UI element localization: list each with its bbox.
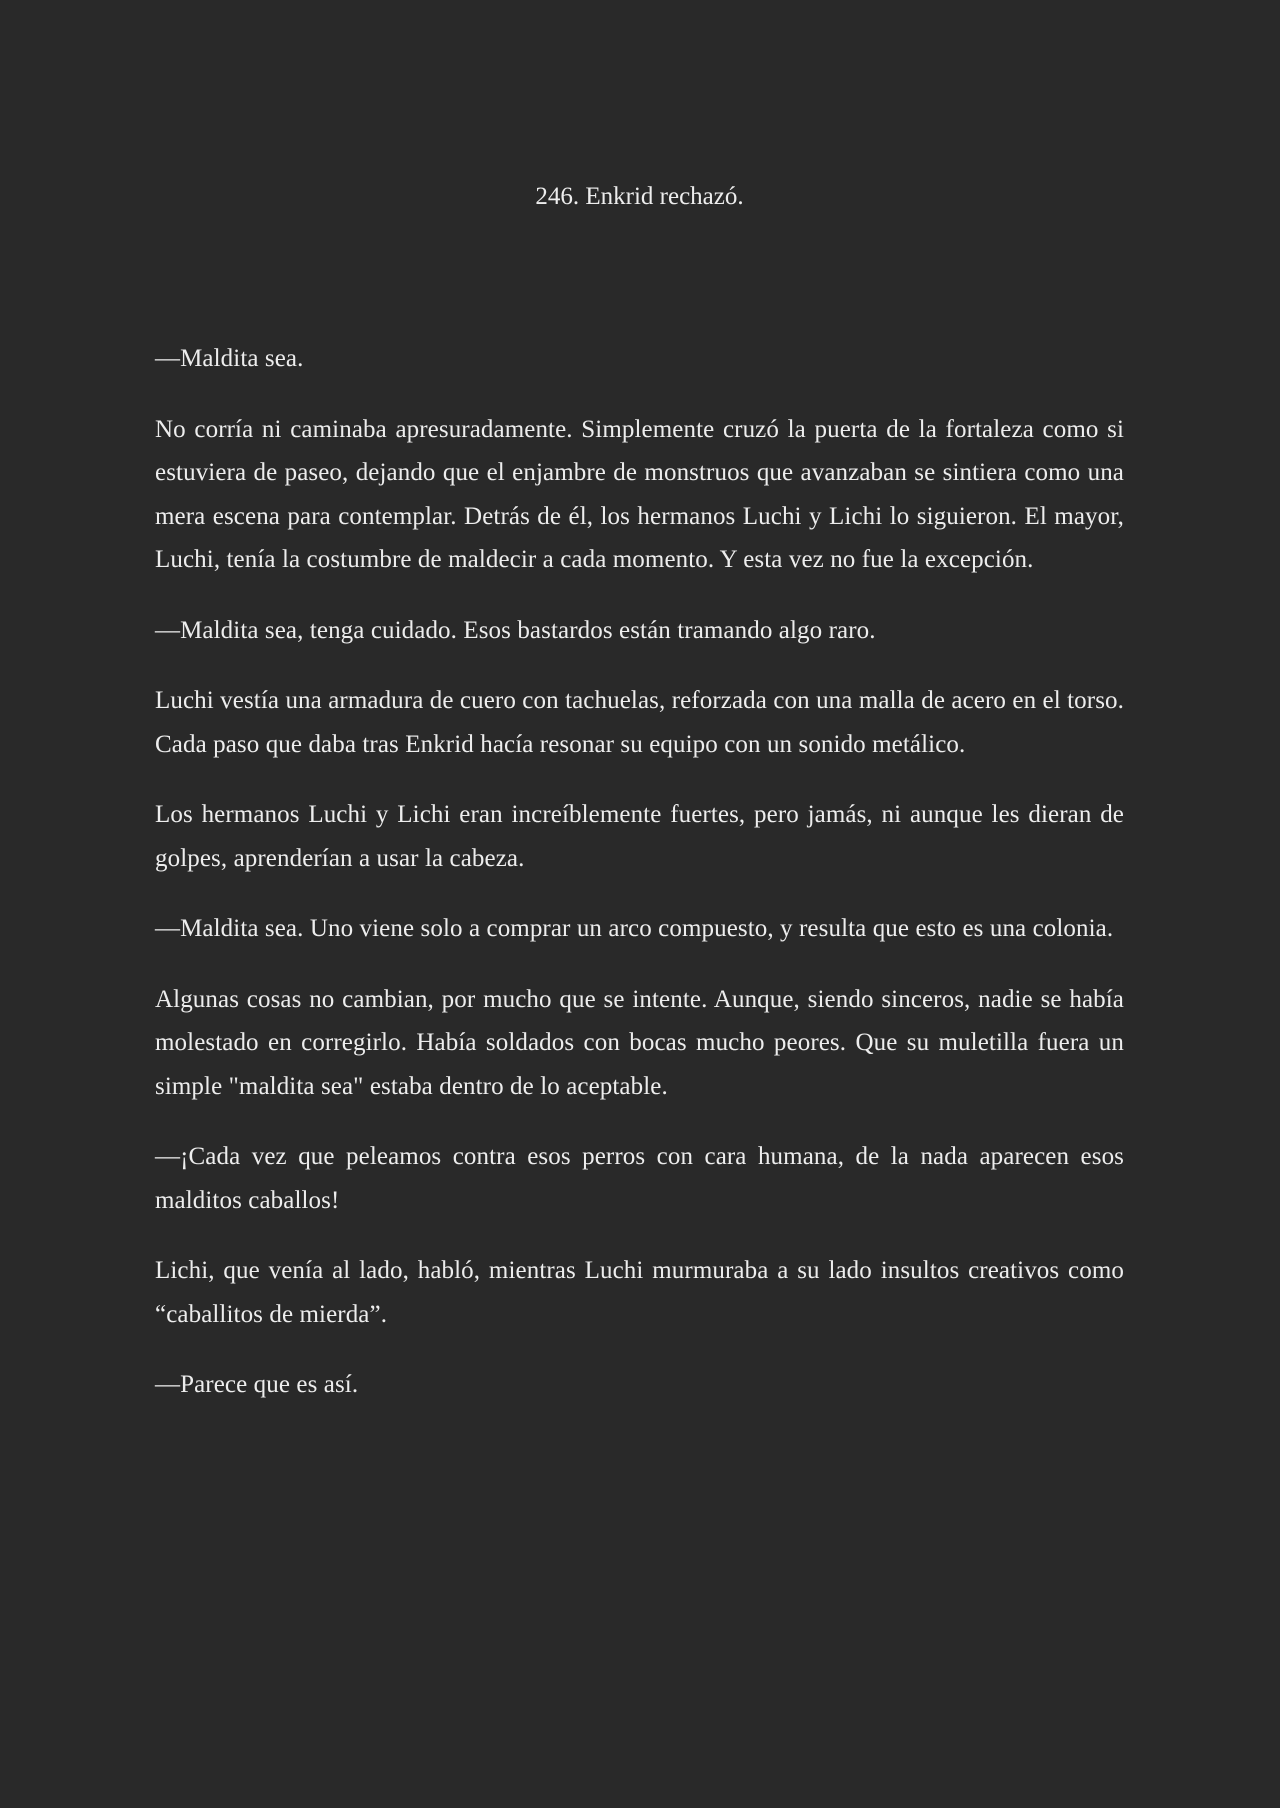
paragraph: Los hermanos Luchi y Lichi eran increíblemente fuertes, pero jamás, ni aunque les dieran de golpes, aprenderían a usar la cabeza. [155, 801, 1124, 872]
paragraph: Lichi, que venía al lado, habló, mientras Luchi murmuraba a su lado insultos creativos como “caballitos de mierda”. [155, 1257, 1124, 1328]
paragraph: —Maldita sea. Uno viene solo a comprar un arco compuesto, y resulta que esto es una colonia. [155, 915, 1114, 942]
paragraph: Luchi vestía una armadura de cuero con tachuelas, reforzada con una malla de acero en el torso. Cada paso que daba tras Enkrid hacía resonar su equipo con un sonido metálico. [155, 687, 1124, 758]
paragraph: —Maldita sea, tenga cuidado. Esos bastardos están tramando algo raro. [155, 616, 876, 644]
paragraph: —¡Cada vez que peleamos contra esos perros con cara humana, de la nada aparecen esos malditos caballos! [155, 1143, 1124, 1214]
chapter-body [155, 337, 1124, 1434]
paragraph: —Parece que es así. [155, 1371, 359, 1398]
chapter-title: 246. Enkrid rechazó. [535, 183, 744, 210]
paragraph: Algunas cosas no cambian, por mucho que se intente. Aunque, siendo sinceros, nadie se había molestado en corregirlo. Había soldados con bocas mucho peores. Que su muletilla fuera un simple "maldita sea" estaba dentro de lo aceptable. [155, 985, 1124, 1100]
paragraph: No corría ni caminaba apresuradamente. Simplemente cruzó la puerta de la fortaleza como si estuviera de paseo, dejando que el enjambre de monstruos que avanzaban se sintiera como una mera escena para contemplar. Detrás de él, los hermanos Luchi y Lichi lo siguieron. El mayor, Luchi, tenía la costumbre de maldecir a cada momento. Y esta vez no fue la excepción. [155, 415, 1124, 573]
paragraph: —Maldita sea. [155, 345, 304, 372]
